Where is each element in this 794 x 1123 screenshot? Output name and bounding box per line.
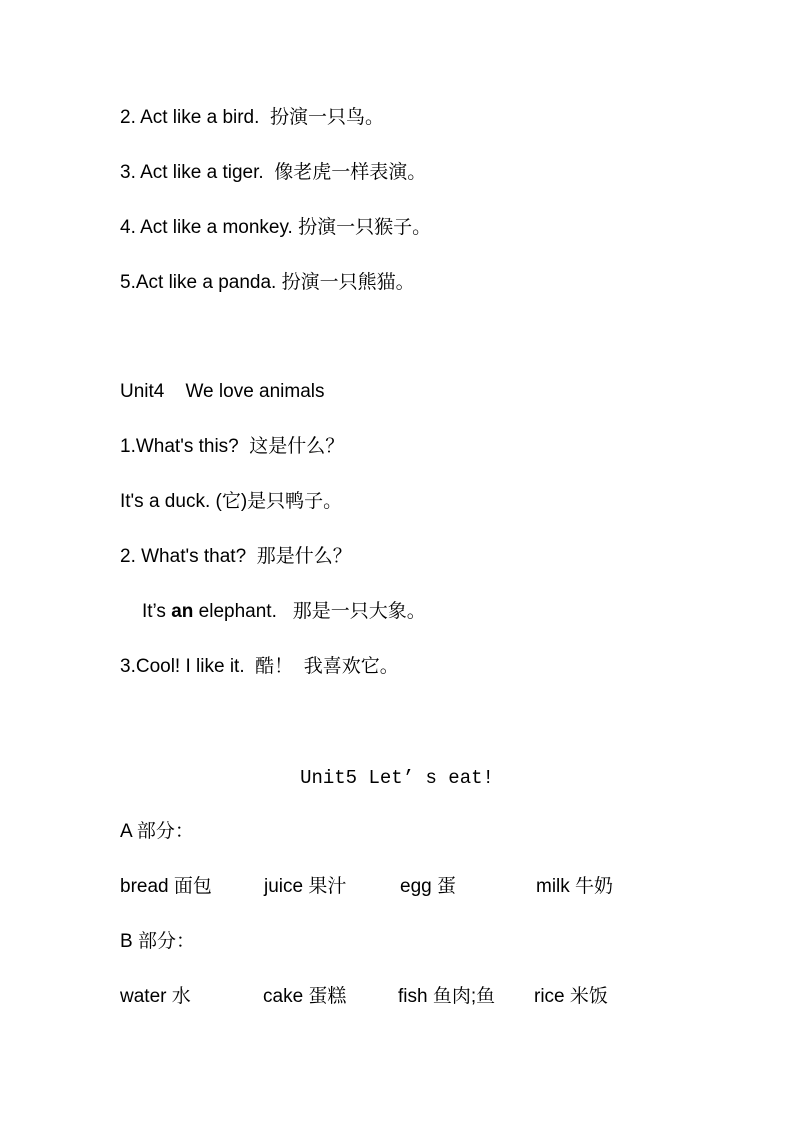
part-b-vocab-row <box>120 985 720 1009</box>
vocab-egg: egg 蛋 <box>400 876 456 897</box>
part-a-vocab-row <box>120 875 720 899</box>
unit4-answer-1: It's a duck. (它)是只鸭子。 <box>120 491 343 512</box>
unit4-line-3: 3.Cool! I like it. 酷！ 我喜欢它。 <box>120 656 399 677</box>
unit4-answer-2 <box>142 600 426 624</box>
unit5-title: Unit5 Let’ s eat! <box>300 767 494 789</box>
vocab-milk: milk 牛奶 <box>536 876 614 897</box>
part-a-label: A 部分： <box>120 821 194 842</box>
unit4-question-1: 1.What's this? 这是什么？ <box>120 436 345 457</box>
act-line-tiger: 3. Act like a tiger. 像老虎一样表演。 <box>120 162 427 183</box>
vocab-rice: rice 米饭 <box>534 986 608 1007</box>
answer-2-suffix: elephant. 那是一只大象。 <box>193 601 426 622</box>
answer-2-article: an <box>171 601 194 622</box>
vocab-fish: fish 鱼肉;鱼 <box>398 986 496 1007</box>
unit4-question-2: 2. What's that? 那是什么？ <box>120 546 352 567</box>
vocab-juice: juice 果汁 <box>264 876 347 897</box>
act-line-monkey: 4. Act like a monkey. 扮演一只猴子。 <box>120 217 432 238</box>
answer-2-prefix: It’s <box>142 601 172 622</box>
vocab-bread: bread 面包 <box>120 876 212 897</box>
vocab-cake: cake 蛋糕 <box>263 986 347 1007</box>
act-line-bird: 2. Act like a bird. 扮演一只鸟。 <box>120 107 384 128</box>
act-line-panda: 5.Act like a panda. 扮演一只熊猫。 <box>120 272 415 293</box>
unit4-title: Unit4 We love animals <box>120 381 325 402</box>
part-b-label: B 部分： <box>120 931 195 952</box>
vocab-water: water 水 <box>120 986 191 1007</box>
